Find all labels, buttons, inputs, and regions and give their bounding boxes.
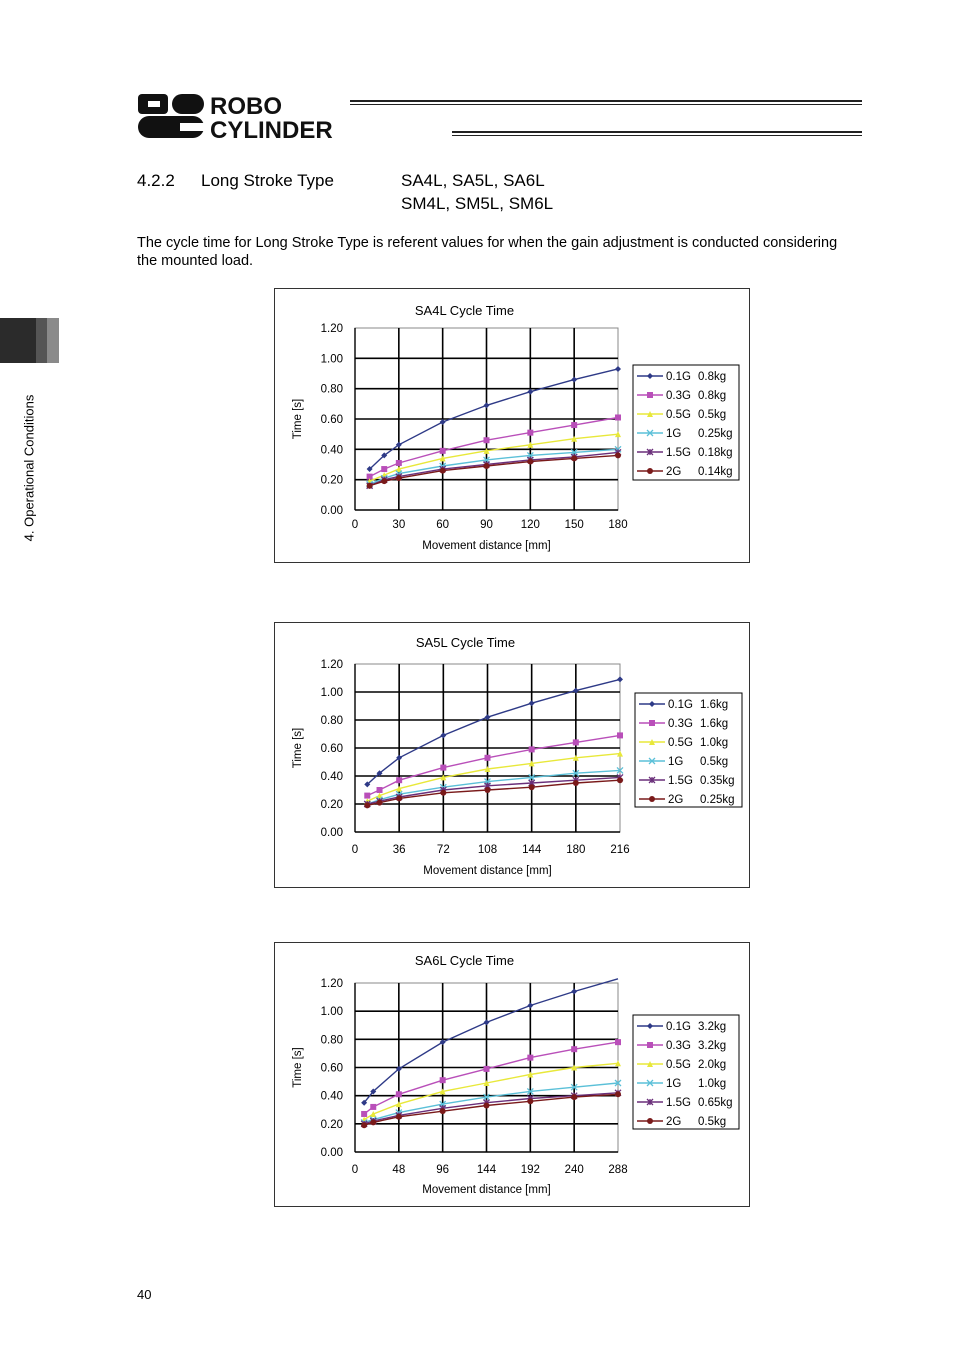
legend-entry-load: 0.65kg [698,1097,733,1109]
data-point [527,1055,533,1061]
y-tick-label: 0.40 [320,444,343,457]
data-point [440,1108,446,1114]
legend-entry-load: 0.8kg [698,371,727,383]
y-tick-label: 0.80 [320,715,343,727]
data-point [396,795,402,801]
y-axis-label: Time [s] [292,727,304,769]
y-tick-label: 0.20 [320,474,343,487]
legend-entry-name: 2G [666,466,682,478]
chapter-tab [47,318,59,363]
y-tick-label: 0.20 [320,799,343,811]
legend-entry-name: 1G [666,428,682,440]
x-tick-label: 144 [522,844,542,856]
y-tick-label: 0.20 [320,1118,343,1131]
data-point [571,422,577,428]
y-tick-label: 0.80 [320,383,343,396]
data-point [361,1122,367,1128]
data-point [571,1094,577,1100]
data-point [396,1091,402,1097]
data-point [440,468,446,474]
data-point [527,430,533,436]
data-point [440,448,446,454]
section-models-line1: SA4L, SA5L, SA6L [401,171,545,190]
legend-entry-name: 0.1G [666,371,691,383]
data-point [381,478,387,484]
x-tick-label: 90 [480,519,493,531]
data-point [361,1111,367,1117]
x-tick-label: 0 [351,844,359,856]
legend-entry-name: 1G [668,756,684,768]
x-tick-label: 216 [610,844,630,856]
x-tick-label: 60 [436,519,450,531]
y-tick-label: 0.60 [320,1062,343,1075]
data-point [617,777,623,783]
chapter-tab [0,318,36,363]
section-title: Long Stroke Type [201,171,334,190]
y-tick-label: 1.00 [320,353,343,366]
data-point [615,414,621,420]
data-point [485,787,491,793]
data-point [396,475,402,481]
x-axis-label: Movement distance [mm] [423,865,552,877]
x-tick-label: 180 [608,519,628,531]
legend-entry-load: 1.0kg [700,737,729,749]
data-point [396,777,402,783]
y-tick-label: 1.00 [320,1006,343,1019]
data-point [485,755,491,761]
section-number: 4.2.2 [137,171,175,190]
data-point [377,800,383,806]
y-tick-label: 0.80 [320,1034,343,1047]
data-point [571,455,577,461]
data-point [647,468,653,474]
data-point [370,1119,376,1125]
x-tick-label: 48 [392,1164,406,1176]
legend-entry-name: 0.5G [668,737,693,749]
logo-text-cylinder: CYLINDER [210,117,333,142]
legend-entry-name: 0.5G [666,409,691,421]
y-tick-label: 0.00 [320,505,343,517]
x-tick-label: 144 [476,1164,497,1176]
data-point [649,796,655,802]
legend-entry-load: 3.2kg [698,1021,727,1033]
chart-sa4l [274,288,750,563]
legend-entry-name: 2G [666,1116,682,1128]
data-point [573,780,579,786]
legend-entry-name: 1.5G [666,1097,691,1109]
y-tick-label: 0.00 [320,1147,343,1159]
data-point [527,1098,533,1104]
legend-entry-load: 0.25kg [700,794,735,806]
legend-entry-name: 0.3G [666,1040,691,1052]
data-point [440,1077,446,1083]
y-tick-label: 1.00 [320,687,343,699]
legend-entry-load: 0.14kg [698,466,733,478]
chapter-label: 4. Operational Conditions [21,394,37,542]
data-point [529,784,535,790]
x-axis-label: Movement distance [mm] [422,1184,551,1196]
chart-sa6l-svg [275,943,749,1206]
chart-title: SA6L Cycle Time [414,953,515,968]
data-point [396,460,402,466]
legend-entry-load: 0.5kg [700,756,729,768]
x-tick-label: 0 [351,1164,359,1176]
data-point [440,790,446,796]
legend-entry-load: 1.0kg [698,1078,727,1090]
x-tick-label: 72 [436,844,450,856]
data-point [377,787,383,793]
x-tick-label: 288 [608,1164,628,1176]
legend-entry-name: 0.3G [666,390,691,402]
legend-entry-load: 0.5kg [698,1116,727,1128]
x-tick-label: 192 [520,1164,540,1176]
legend-entry-name: 1.5G [668,775,693,787]
x-tick-label: 108 [477,844,498,856]
data-point [440,765,446,771]
legend-entry-name: 0.1G [666,1021,691,1033]
header-rule [452,131,862,133]
header-rule [350,100,862,102]
data-point [617,732,623,738]
data-point [571,1046,577,1052]
header-rule [452,135,862,136]
data-point [367,483,373,489]
x-tick-label: 150 [564,519,584,531]
legend-entry-name: 0.3G [668,718,693,730]
x-tick-label: 180 [566,844,586,856]
chart-sa4l-svg [275,289,749,562]
x-tick-label: 96 [436,1164,450,1176]
data-point [615,1091,621,1097]
chapter-tab [36,318,47,363]
legend-entry-load: 1.6kg [700,699,729,711]
chart-title: SA4L Cycle Time [414,303,515,318]
legend-entry-load: 0.18kg [698,447,733,459]
intro-paragraph: The cycle time for Long Stroke Type is referent values for when the gain adjustment is conducted considering the mounted load. [137,235,838,269]
chart-title: SA5L Cycle Time [415,635,516,650]
x-tick-label: 36 [392,844,406,856]
y-tick-label: 0.40 [320,771,343,783]
data-point [370,1104,376,1110]
x-tick-label: 30 [392,519,406,531]
legend-entry-load: 3.2kg [698,1040,727,1052]
data-point [573,739,579,745]
chart-sa5l [274,622,750,888]
data-point [647,1118,653,1124]
data-point [649,720,655,726]
data-point [615,1039,621,1045]
data-point [529,746,535,752]
y-tick-label: 0.60 [320,743,343,755]
y-tick-label: 1.20 [320,659,343,671]
legend-entry-load: 1.6kg [700,718,729,730]
data-point [381,466,387,472]
data-point [484,437,490,443]
section-models-line2: SM4L, SM5L, SM6L [401,194,554,213]
legend-entry-name: 0.5G [666,1059,691,1071]
data-point [364,802,370,808]
y-tick-label: 1.20 [320,978,343,990]
data-point [647,1042,653,1048]
x-tick-label: 240 [564,1164,584,1176]
data-point [647,392,653,398]
logo-text-robo: ROBO [210,93,282,120]
x-tick-label: 0 [351,519,359,531]
data-point [484,1066,490,1072]
chart-sa6l [274,942,750,1207]
data-point [484,1103,490,1109]
data-point [484,463,490,469]
data-point [364,793,370,799]
legend-entry-name: 1G [666,1078,682,1090]
legend-entry-name: 2G [668,794,684,806]
legend-entry-load: 0.35kg [700,775,735,787]
data-point [527,458,533,464]
y-tick-label: 0.40 [320,1090,343,1103]
legend-entry-load: 0.25kg [698,428,733,440]
legend-entry-name: 1.5G [666,447,691,459]
y-axis-label: Time [s] [292,1047,304,1088]
legend-entry-load: 0.8kg [698,390,727,402]
legend-entry-name: 0.1G [668,699,693,711]
data-point [615,452,621,458]
chart-sa5l-svg [275,623,749,887]
y-tick-label: 0.00 [320,827,343,839]
legend-entry-load: 0.5kg [698,409,727,421]
x-tick-label: 120 [520,519,540,531]
y-tick-label: 1.20 [320,323,343,335]
header-rule [350,104,862,105]
y-tick-label: 0.60 [320,414,343,426]
x-axis-label: Movement distance [mm] [422,540,551,552]
data-point [396,1114,402,1120]
page-number: 40 [137,1287,152,1302]
y-axis-label: Time [s] [292,398,304,440]
legend-entry-load: 2.0kg [698,1059,727,1071]
